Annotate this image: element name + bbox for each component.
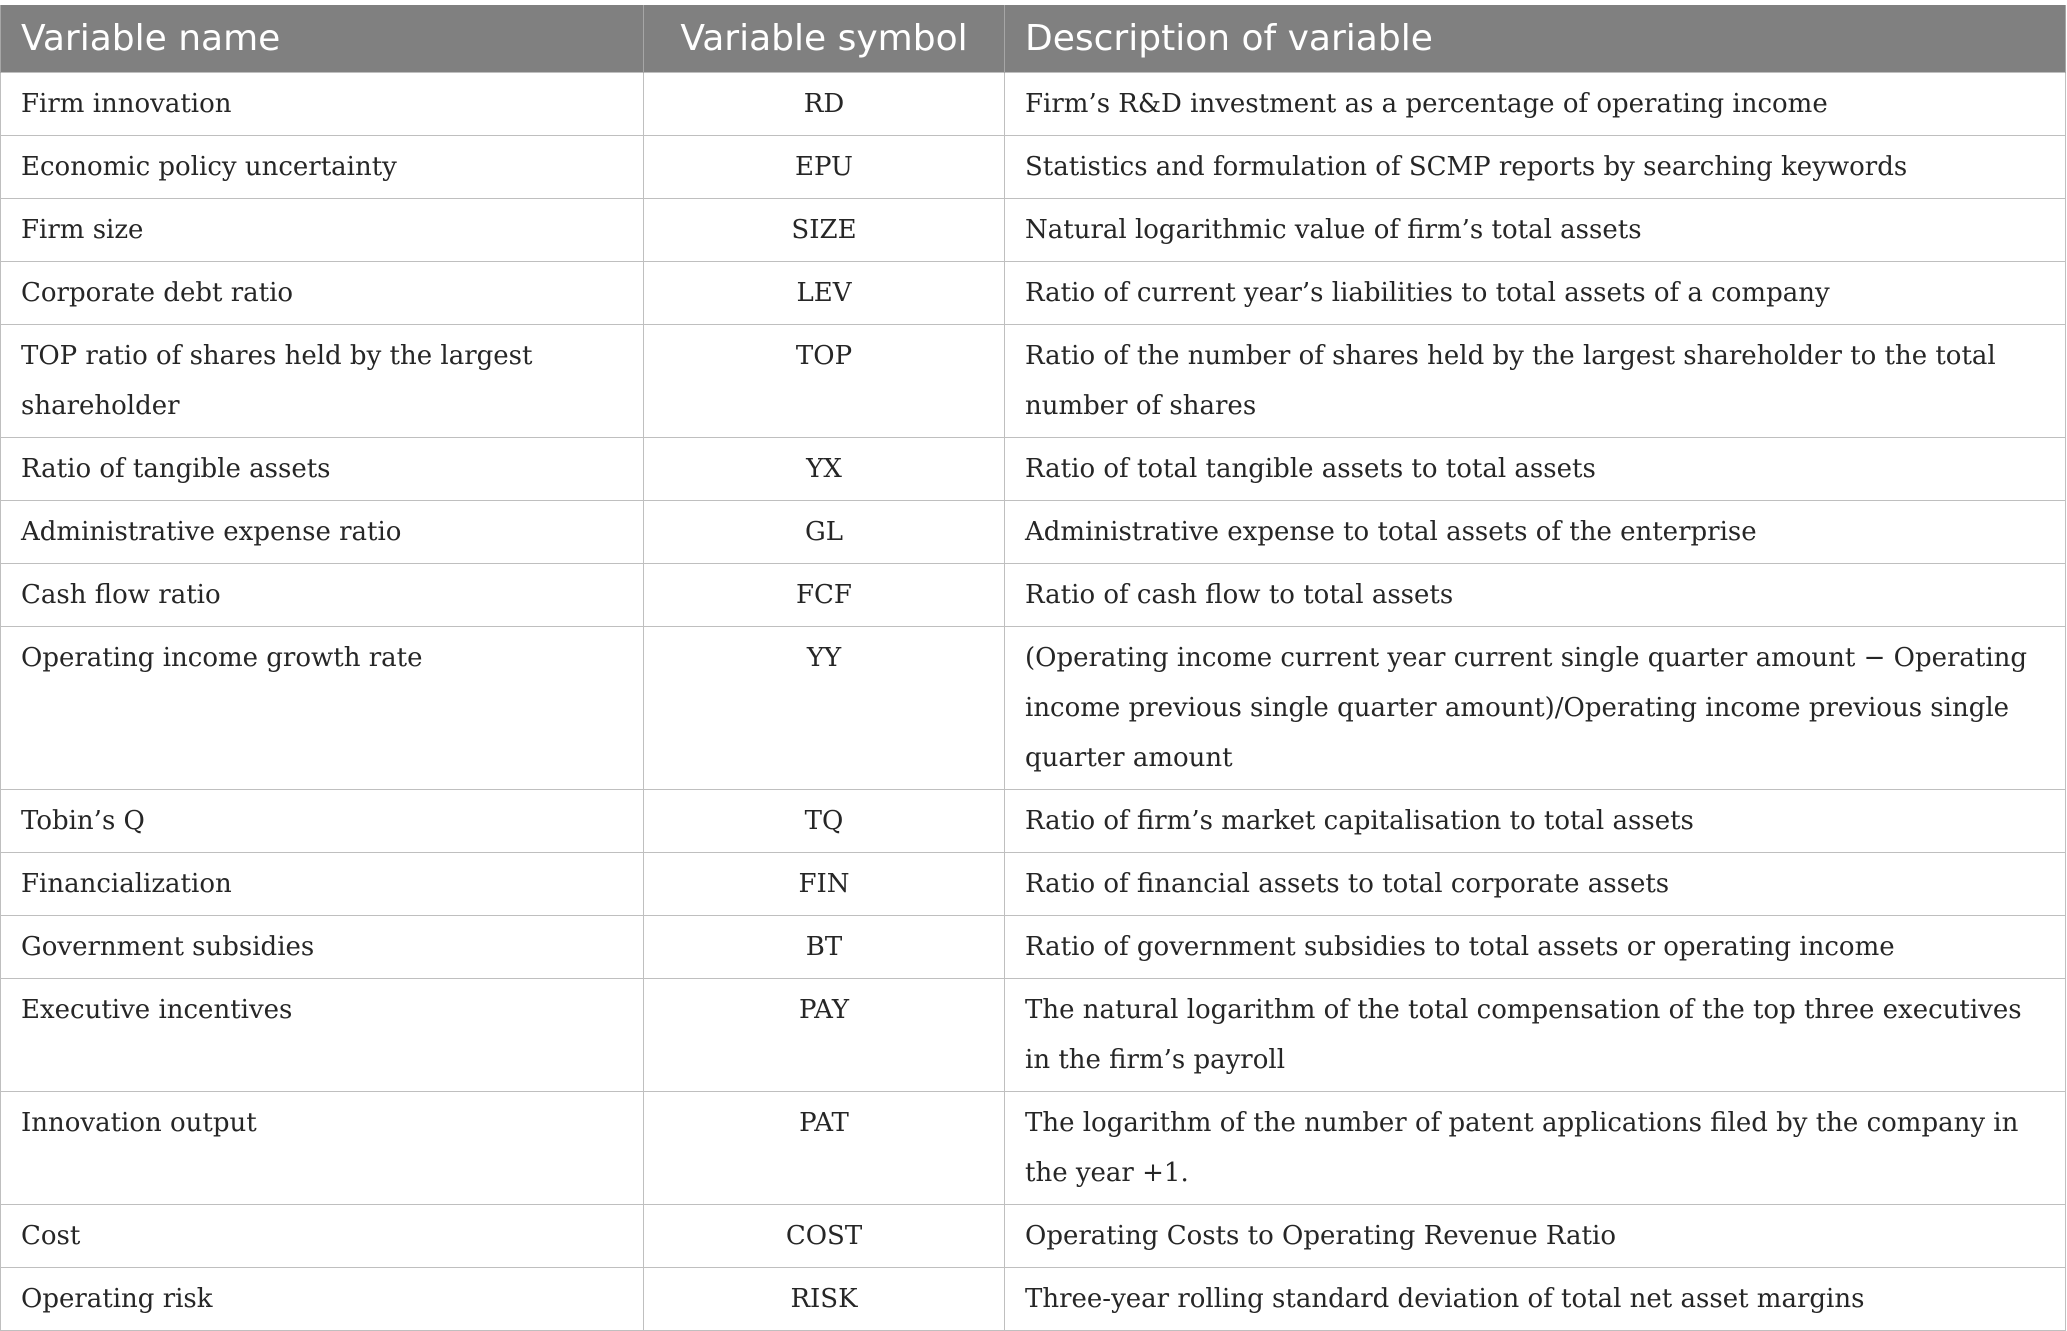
cell-name: Innovation output [1, 1092, 644, 1205]
table-row [1, 564, 2066, 627]
table-row [1, 790, 2066, 853]
cell-description: Natural logarithmic value of firm’s total assets [1005, 199, 2066, 262]
cell-name: Administrative expense ratio [1, 501, 644, 564]
table-row [1, 136, 2066, 199]
cell-name: Corporate debt ratio [1, 262, 644, 325]
header-variable-symbol: Variable symbol [644, 5, 1005, 73]
cell-name: Cost [1, 1205, 644, 1268]
cell-symbol: PAY [644, 979, 1005, 1092]
table-row [1, 73, 2066, 136]
cell-symbol: YX [644, 438, 1005, 501]
cell-symbol: TQ [644, 790, 1005, 853]
cell-symbol: EPU [644, 136, 1005, 199]
cell-description: The logarithm of the number of patent applications filed by the company in the year +1. [1005, 1092, 2066, 1205]
cell-symbol: TOP [644, 325, 1005, 438]
cell-symbol: RD [644, 73, 1005, 136]
table-row [1, 1268, 2066, 1331]
header-row [1, 5, 2066, 73]
variable-definitions-table [0, 5, 2065, 1331]
cell-description: Ratio of firm’s market capitalisation to total assets [1005, 790, 2066, 853]
cell-description: Operating Costs to Operating Revenue Ratio [1005, 1205, 2066, 1268]
cell-description: Ratio of cash flow to total assets [1005, 564, 2066, 627]
header-variable-name: Variable name [1, 5, 644, 73]
cell-symbol: PAT [644, 1092, 1005, 1205]
cell-name: Government subsidies [1, 916, 644, 979]
cell-name: Operating risk [1, 1268, 644, 1331]
cell-symbol: LEV [644, 262, 1005, 325]
cell-name: Tobin’s Q [1, 790, 644, 853]
table-row [1, 627, 2066, 790]
header-description: Description of variable [1005, 5, 2066, 73]
cell-name: Ratio of tangible assets [1, 438, 644, 501]
cell-symbol: RISK [644, 1268, 1005, 1331]
cell-symbol: YY [644, 627, 1005, 790]
cell-description: The natural logarithm of the total compensation of the top three executives in the firm’s payroll [1005, 979, 2066, 1092]
cell-symbol: GL [644, 501, 1005, 564]
table [0, 5, 2066, 1331]
table-row [1, 1205, 2066, 1268]
cell-description: Ratio of the number of shares held by the largest shareholder to the total number of shares [1005, 325, 2066, 438]
table-body [1, 73, 2066, 1331]
cell-description: (Operating income current year current single quarter amount − Operating income previous single quarter amount)/Operating income previous single quarter amount [1005, 627, 2066, 790]
cell-name: TOP ratio of shares held by the largest shareholder [1, 325, 644, 438]
cell-description: Ratio of government subsidies to total assets or operating income [1005, 916, 2066, 979]
cell-symbol: BT [644, 916, 1005, 979]
cell-name: Financialization [1, 853, 644, 916]
table-row [1, 325, 2066, 438]
table-header [1, 5, 2066, 73]
cell-symbol: FCF [644, 564, 1005, 627]
cell-description: Firm’s R&D investment as a percentage of operating income [1005, 73, 2066, 136]
table-row [1, 262, 2066, 325]
cell-description: Ratio of financial assets to total corporate assets [1005, 853, 2066, 916]
table-row [1, 501, 2066, 564]
table-row [1, 199, 2066, 262]
table-row [1, 853, 2066, 916]
cell-symbol: SIZE [644, 199, 1005, 262]
cell-description: Ratio of current year’s liabilities to total assets of a company [1005, 262, 2066, 325]
cell-symbol: FIN [644, 853, 1005, 916]
cell-description: Ratio of total tangible assets to total assets [1005, 438, 2066, 501]
cell-name: Firm innovation [1, 73, 644, 136]
cell-name: Operating income growth rate [1, 627, 644, 790]
cell-description: Statistics and formulation of SCMP reports by searching keywords [1005, 136, 2066, 199]
table-row [1, 979, 2066, 1092]
cell-name: Cash flow ratio [1, 564, 644, 627]
cell-name: Firm size [1, 199, 644, 262]
cell-name: Economic policy uncertainty [1, 136, 644, 199]
cell-description: Three-year rolling standard deviation of total net asset margins [1005, 1268, 2066, 1331]
cell-symbol: COST [644, 1205, 1005, 1268]
table-row [1, 1092, 2066, 1205]
cell-name: Executive incentives [1, 979, 644, 1092]
table-row [1, 916, 2066, 979]
cell-description: Administrative expense to total assets of the enterprise [1005, 501, 2066, 564]
table-row [1, 438, 2066, 501]
